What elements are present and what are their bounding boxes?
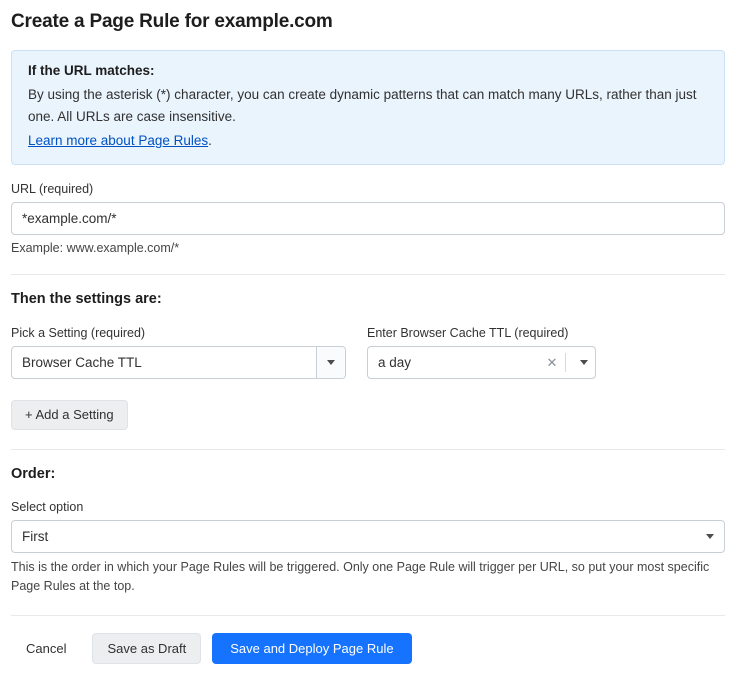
save-and-deploy-button[interactable]: Save and Deploy Page Rule: [212, 633, 411, 664]
url-hint: Example: www.example.com/*: [11, 240, 180, 255]
ttl-picker-select[interactable]: [367, 346, 596, 379]
ttl-picker-label: Enter Browser Cache TTL (required): [367, 325, 569, 340]
page-rule-form: [0, 11, 736, 687]
ttl-picker-value: a day: [378, 354, 412, 370]
order-select-block: [11, 500, 725, 597]
save-as-draft-button[interactable]: Save as Draft: [92, 633, 201, 664]
divider-actions: [11, 615, 725, 616]
setting-picker-dropdown-button[interactable]: [316, 347, 345, 378]
cancel-button[interactable]: Cancel: [11, 633, 81, 664]
chevron-down-icon: [706, 534, 714, 539]
order-heading: Order:: [11, 465, 56, 482]
chevron-down-icon: [580, 360, 588, 365]
setting-picker-select[interactable]: [11, 346, 346, 379]
order-label: Select option: [11, 499, 84, 514]
callout-link-suffix: .: [208, 132, 212, 148]
setting-picker-label: Pick a Setting (required): [11, 325, 146, 340]
url-match-info-callout: [11, 50, 725, 165]
callout-heading: If the URL matches:: [28, 63, 155, 78]
order-select-dropdown-button[interactable]: [696, 534, 724, 539]
order-hint: This is the order in which your Page Rules will be triggered. Only one Page Rule will trigger per URL, so put your most specific Page Rules at the top.: [11, 559, 710, 594]
form-actions: [11, 633, 725, 664]
close-icon[interactable]: ✕: [546, 354, 558, 370]
ttl-picker-dropdown-button[interactable]: [573, 360, 595, 365]
order-select[interactable]: [11, 520, 725, 553]
learn-more-link[interactable]: Learn more about Page Rules: [28, 132, 209, 148]
setting-picker-value: Browser Cache TTL: [22, 354, 142, 370]
divider-order: [11, 449, 725, 450]
url-input[interactable]: [11, 202, 725, 235]
ttl-picker-block: [367, 326, 596, 379]
settings-heading: Then the settings are:: [11, 290, 162, 307]
divider-settings: [11, 274, 725, 275]
page-title: Create a Page Rule for example.com: [11, 11, 333, 32]
chevron-down-icon: [327, 360, 335, 365]
url-field-block: [11, 182, 725, 255]
combo-separator: [565, 353, 566, 372]
order-select-value: First: [22, 528, 49, 544]
settings-row: [11, 326, 725, 379]
callout-body: By using the asterisk (*) character, you can create dynamic patterns that can match many URLs, rather than just one. All URLs are case insensitive.: [28, 87, 697, 124]
url-label: URL (required): [11, 181, 94, 196]
setting-picker-block: [11, 326, 346, 379]
add-setting-button[interactable]: + Add a Setting: [11, 400, 128, 430]
